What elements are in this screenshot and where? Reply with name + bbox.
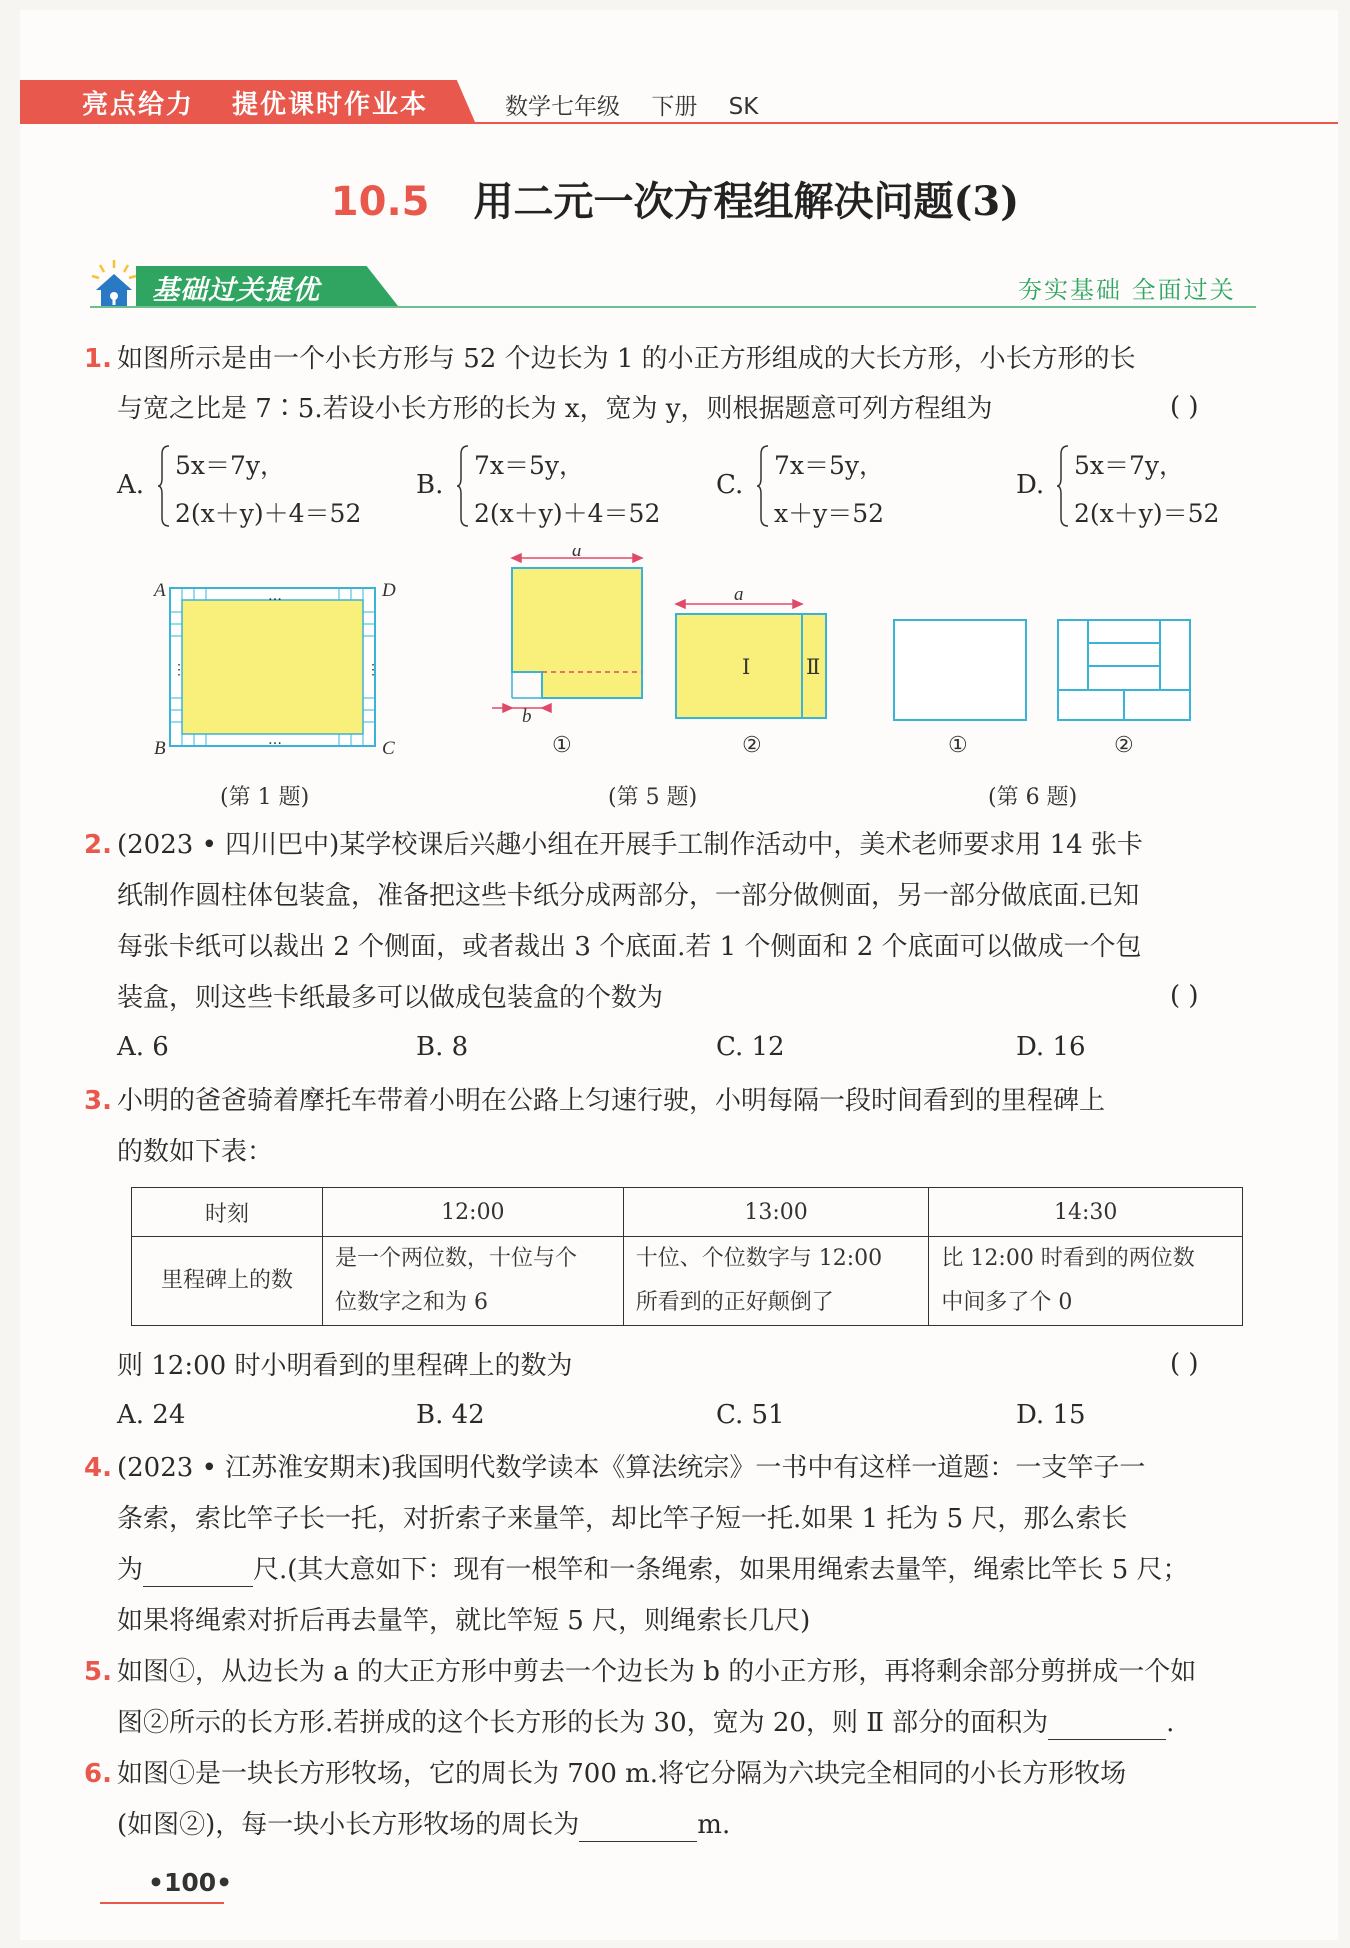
- q3-answer-paren: ( ): [1170, 1349, 1199, 1379]
- q3-number: 3.: [84, 1086, 112, 1116]
- q3-option-b: B. 42: [416, 1400, 485, 1430]
- fig1-left-dots: ⋮: [172, 662, 186, 678]
- fig1-label-c: C: [382, 738, 395, 759]
- header-subject: 数学七年级: [505, 94, 620, 120]
- fig1-top-dots: …: [268, 588, 282, 604]
- cell-line: 中间多了个 0: [941, 1290, 1073, 1315]
- table-cell: [323, 1237, 624, 1326]
- table-row: [132, 1188, 1243, 1237]
- q2-option-b: B. 8: [416, 1032, 469, 1062]
- house-icon: [90, 258, 138, 310]
- table-header-milestone: 里程碑上的数: [132, 1237, 323, 1326]
- q1-option-a-eq1: 5x＝7y，: [175, 451, 286, 480]
- figure-5: [480, 548, 840, 768]
- fig1-right-dots: ⋮: [366, 662, 380, 678]
- fig6-caption: (第 6 题): [988, 785, 1078, 810]
- table-time-2: 13:00: [623, 1188, 929, 1237]
- cell-line: 所看到的正好颠倒了: [635, 1290, 834, 1315]
- fig1-label-a: A: [154, 580, 166, 601]
- q6-line2: [117, 1808, 730, 1842]
- fig1-bottom-dots: …: [268, 732, 282, 748]
- lesson-title: [0, 170, 1350, 227]
- brace-icon: [1056, 444, 1070, 528]
- table-cell: [929, 1237, 1243, 1326]
- q4-number: 4.: [84, 1453, 112, 1483]
- cell-line: 位数字之和为 6: [335, 1290, 488, 1315]
- brace-icon: [157, 444, 171, 528]
- table-header-time: 时刻: [132, 1188, 323, 1237]
- q2-line2: 纸制作圆柱体包装盒，准备把这些卡纸分成两部分，一部分做侧面，另一部分做底面.已知: [117, 881, 1140, 911]
- q4-line3-suffix: 尺.(其大意如下：现有一根竿和一条绳索，如果用绳索去量竿，绳索比竿长 5 尺；: [253, 1555, 1189, 1585]
- header-volume: 下册: [651, 94, 698, 120]
- lesson-title-text: 用二元一次方程组解决问题(3): [473, 178, 1020, 225]
- brace-icon: [756, 444, 770, 528]
- q3-line2: 的数如下表：: [117, 1137, 274, 1167]
- q1-line1: 如图所示是由一个小长方形与 52 个边长为 1 的小正方形组成的大长方形，小长方形的长: [117, 344, 1136, 374]
- q1-line2: 与宽之比是 7∶5.若设小长方形的长为 x，宽为 y，则根据题意可列方程组为: [117, 394, 993, 424]
- q5-line2-end: .: [1166, 1708, 1175, 1738]
- q2-option-c: C. 12: [716, 1032, 785, 1062]
- fig5-label-a2: a: [734, 584, 744, 605]
- q2-option-d: D. 16: [1016, 1032, 1086, 1062]
- fig5-sub2: ②: [742, 733, 762, 758]
- q3-line3: 则 12:00 时小明看到的里程碑上的数为: [117, 1351, 573, 1381]
- q4-line1: (2023 • 江苏淮安期末)我国明代数学读本《算法统宗》一书中有这样一道题：一支竿子一: [117, 1453, 1146, 1483]
- fig5-part-1: Ⅰ: [742, 655, 751, 679]
- header-edition: SK: [728, 94, 759, 120]
- q2-answer-paren: ( ): [1170, 981, 1199, 1011]
- q6-line2-text: (如图②)，每一块小长方形牧场的周长为: [117, 1810, 580, 1840]
- q3-option-c: C. 51: [716, 1400, 785, 1430]
- fig1-label-d: D: [382, 580, 396, 601]
- section-rule: [90, 306, 1256, 308]
- q5-line1: 如图①，从边长为 a 的大正方形中剪去一个边长为 b 的小正方形，再将剩余部分剪拼成一个如: [117, 1657, 1197, 1687]
- q5-line2: [117, 1706, 1174, 1740]
- cell-line: 比 12:00 时看到的两位数: [941, 1246, 1195, 1271]
- fig6-sub1: ①: [948, 733, 968, 758]
- q1-option-d-eq2: 2(x＋y)＝52: [1074, 499, 1220, 528]
- q4-answer-blank[interactable]: [143, 1562, 253, 1587]
- cell-line: 十位、个位数字与 12:00: [635, 1246, 883, 1271]
- q6-answer-blank[interactable]: [579, 1817, 697, 1842]
- header-brand: 亮点给力: [82, 90, 195, 120]
- q3-option-a: A. 24: [117, 1400, 186, 1430]
- q4-line4: 如果将绳索对折后再去量竿，就比竿短 5 尺，则绳索长几尺): [117, 1606, 811, 1636]
- q4-line3: [117, 1553, 1189, 1587]
- page-number: •100•: [148, 1868, 233, 1897]
- table-row: [132, 1237, 1243, 1326]
- header-book-info: [505, 88, 782, 121]
- figure-6: [888, 610, 1204, 770]
- q4-line3-prefix: 为: [117, 1555, 144, 1585]
- fig5-part-2: Ⅱ: [806, 655, 821, 679]
- fig5-label-b: b: [522, 706, 532, 727]
- header-series: 提优课时作业本: [232, 90, 429, 120]
- section-title: 基础过关提优: [152, 275, 320, 306]
- q2-line4: 装盒，则这些卡纸最多可以做成包装盒的个数为: [117, 983, 664, 1013]
- lesson-number: 10.5: [330, 179, 430, 225]
- q1-option-b-eq1: 7x＝5y，: [474, 451, 585, 480]
- fig6-sub2: ②: [1114, 733, 1134, 758]
- cell-line: 是一个两位数，十位与个: [335, 1246, 578, 1271]
- q2-line1: (2023 • 四川巴中)某学校课后兴趣小组在开展手工制作活动中，美术老师要求用 14 张卡: [117, 830, 1143, 860]
- milestone-table: [131, 1187, 1243, 1326]
- q1-option-a-eq2: 2(x＋y)＋4＝52: [175, 499, 362, 528]
- q1-option-c-eq2: x＋y＝52: [774, 499, 885, 528]
- q1-option-c-label: C.: [716, 470, 744, 500]
- q5-line2-text: 图②所示的长方形.若拼成的这个长方形的长为 30，宽为 20，则 Ⅱ 部分的面积为: [117, 1708, 1049, 1738]
- q3-option-d: D. 15: [1016, 1400, 1086, 1430]
- q1-answer-paren: ( ): [1170, 392, 1199, 422]
- footer-rule: [100, 1902, 224, 1904]
- fig5-caption: (第 5 题): [608, 785, 698, 810]
- q2-option-a: A. 6: [117, 1032, 169, 1062]
- table-cell: [623, 1237, 929, 1326]
- q4-line2: 条索，索比竿子长一托，对折索子来量竿，却比竿子短一托.如果 1 托为 5 尺，那么索长: [117, 1504, 1128, 1534]
- q1-number: 1.: [84, 344, 112, 374]
- q1-option-b-eq2: 2(x＋y)＋4＝52: [474, 499, 661, 528]
- fig5-label-a: a: [572, 548, 582, 561]
- q1-option-c-eq1: 7x＝5y，: [774, 451, 885, 480]
- fig5-sub1: ①: [552, 733, 572, 758]
- q6-number: 6.: [84, 1759, 112, 1789]
- q1-option-d-eq1: 5x＝7y，: [1074, 451, 1185, 480]
- q3-line1: 小明的爸爸骑着摩托车带着小明在公路上匀速行驶，小明每隔一段时间看到的里程碑上: [117, 1086, 1106, 1116]
- fig1-caption: (第 1 题): [220, 785, 310, 810]
- q1-option-a-label: A.: [117, 470, 145, 500]
- q6-line2-unit: m.: [697, 1810, 731, 1840]
- table-time-3: 14:30: [929, 1188, 1243, 1237]
- q1-option-b-label: B.: [416, 470, 444, 500]
- figure-1: [152, 580, 396, 759]
- q5-answer-blank[interactable]: [1048, 1715, 1166, 1740]
- q2-line3: 每张卡纸可以裁出 2 个侧面，或者裁出 3 个底面.若 1 个侧面和 2 个底面可以做成一个包: [117, 932, 1142, 962]
- table-time-1: 12:00: [323, 1188, 624, 1237]
- q1-option-d-label: D.: [1016, 470, 1045, 500]
- fig1-label-b: B: [154, 738, 166, 759]
- brace-icon: [456, 444, 470, 528]
- q6-line1: 如图①是一块长方形牧场，它的周长为 700 m.将它分隔为六块完全相同的小长方形牧场: [117, 1759, 1127, 1789]
- header-rule: [20, 122, 1338, 124]
- q5-number: 5.: [84, 1657, 112, 1687]
- section-slogan: 夯实基础 全面过关: [1018, 276, 1236, 304]
- q2-number: 2.: [84, 830, 112, 860]
